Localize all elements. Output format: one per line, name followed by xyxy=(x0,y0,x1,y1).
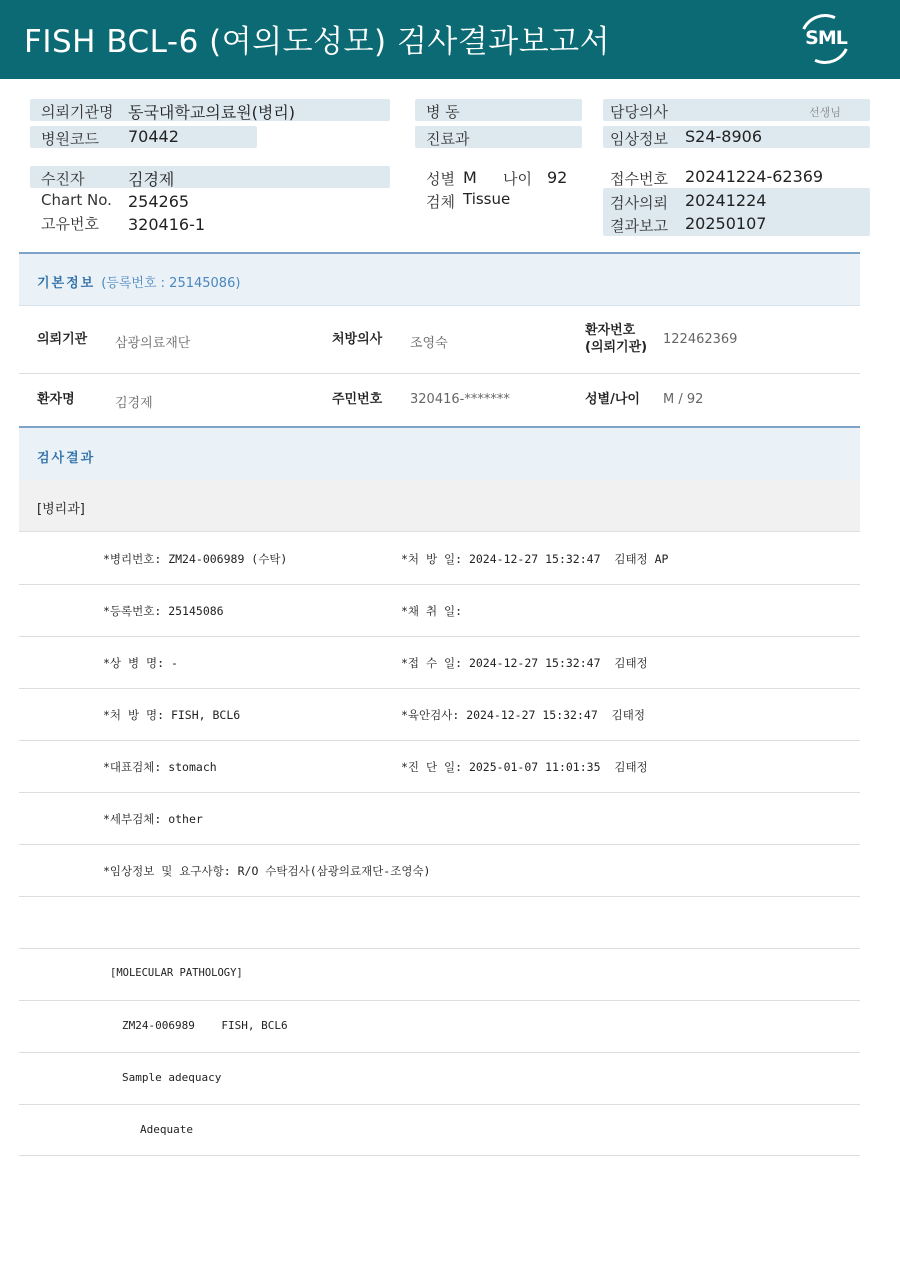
patient-value: 김경제 xyxy=(128,170,175,189)
chart-no-label: Chart No. xyxy=(41,191,112,209)
sex-age-label: 성별/나이 xyxy=(585,392,640,407)
adequacy-label: Sample adequacy xyxy=(122,1071,222,1084)
specimen-value: Tissue xyxy=(463,190,511,208)
request-org-label: 의뢰기관명 xyxy=(41,103,114,121)
age-label: 나이 xyxy=(503,170,532,188)
hospital-code-value: 70442 xyxy=(128,127,179,146)
molecular-id: ZM24-006989 FISH, BCL6 xyxy=(122,1019,288,1032)
name-value: 김경제 xyxy=(115,396,153,411)
result-line-right: *진 단 일: 2025-01-07 11:01:35 김태정 xyxy=(401,760,648,774)
org-label: 의뢰기관 xyxy=(37,332,88,347)
clinical-label: 임상정보 xyxy=(610,130,668,148)
report-date-value: 20250107 xyxy=(685,214,767,233)
result-line-left: *임상정보 및 요구사항: R/O 수탁검사(삼광의료재단-조영숙) xyxy=(103,864,431,878)
doctor-label: 담당의사 xyxy=(610,103,668,121)
result-line-right: *육안검사: 2024-12-27 15:32:47 김태정 xyxy=(401,708,645,722)
ward-label: 병 동 xyxy=(426,103,460,121)
rrn-label: 주민번호 xyxy=(332,392,383,407)
patient-no-label: 환자번호 (의뢰기관) xyxy=(585,323,648,355)
result-line-left: *처 방 명: FISH, BCL6 xyxy=(103,708,241,722)
dept-name: [병리과] xyxy=(37,502,85,517)
chart-no-value: 254265 xyxy=(128,192,190,211)
unique-no-label: 고유번호 xyxy=(41,215,99,233)
rrn-value: 320416-******* xyxy=(410,392,510,407)
request-org-value: 동국대학교의료원(병리) xyxy=(128,103,296,122)
sex-label: 성별 xyxy=(426,170,455,188)
result-line-left: *상 병 명: - xyxy=(103,656,178,670)
registration-note: (등록번호 : 25145086) xyxy=(101,276,241,291)
molecular-title: [MOLECULAR PATHOLOGY] xyxy=(110,967,243,979)
result-line-left: *병리번호: ZM24-006989 (수탁) xyxy=(103,552,288,566)
result-line-right: *채 취 일: xyxy=(401,604,463,618)
result-line-left: *세부검체: other xyxy=(103,812,203,826)
name-label: 환자명 xyxy=(37,392,75,407)
request-date-value: 20241224 xyxy=(685,191,767,210)
dept-band xyxy=(19,480,860,532)
sex-age-value: M / 92 xyxy=(663,392,704,407)
adequacy-value: Adequate xyxy=(140,1123,193,1136)
age-value: 92 xyxy=(547,168,568,187)
receipt-value: 20241224-62369 xyxy=(685,167,824,186)
report-date-label: 결과보고 xyxy=(610,217,668,235)
request-date-label: 검사의뢰 xyxy=(610,194,668,212)
receipt-label: 접수번호 xyxy=(610,170,668,188)
result-header xyxy=(19,426,860,480)
clinical-value: S24-8906 xyxy=(685,127,763,146)
sml-logo: SML xyxy=(798,12,854,66)
doctor-suffix: 선생님 xyxy=(809,106,841,119)
report-header xyxy=(0,0,900,79)
specimen-label: 검체 xyxy=(426,193,455,211)
result-line-left: *대표검체: stomach xyxy=(103,760,217,774)
prescriber-label: 처방의사 xyxy=(332,332,383,347)
basic-info-header xyxy=(19,252,860,306)
patient-no-value: 122462369 xyxy=(663,332,738,347)
hospital-code-label: 병원코드 xyxy=(41,130,99,148)
basic-info-title: 기본정보 xyxy=(37,276,96,291)
report-title: FISH BCL-6 (여의도성모) 검사결과보고서 xyxy=(24,24,611,60)
prescriber-value: 조영숙 xyxy=(410,336,448,351)
dept-label: 진료과 xyxy=(426,130,470,148)
patient-label: 수진자 xyxy=(41,170,85,188)
unique-no-value: 320416-1 xyxy=(128,215,206,234)
org-value: 삼광의료재단 xyxy=(115,336,191,351)
result-line-left: *등록번호: 25145086 xyxy=(103,604,224,618)
sex-value: M xyxy=(463,168,477,187)
result-line-right: *접 수 일: 2024-12-27 15:32:47 김태정 xyxy=(401,656,648,670)
result-title: 검사결과 xyxy=(37,451,96,466)
result-line-right: *처 방 일: 2024-12-27 15:32:47 김태정 AP xyxy=(401,552,669,566)
